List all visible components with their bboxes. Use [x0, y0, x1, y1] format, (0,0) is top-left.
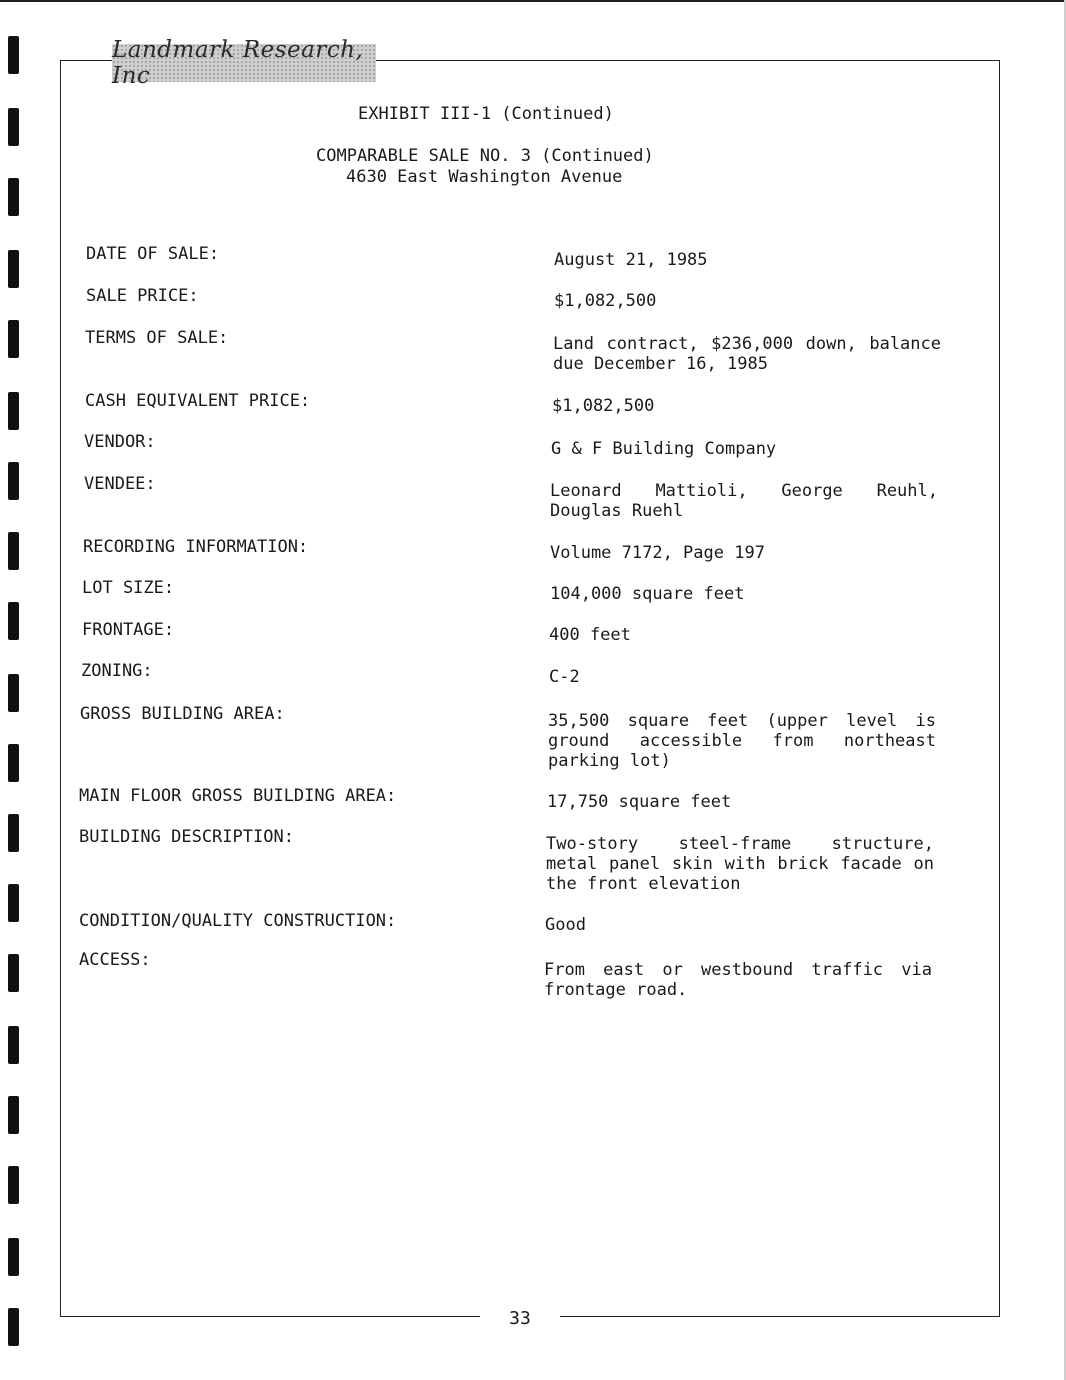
field-value: 104,000 square feet — [550, 584, 745, 604]
binding-hole — [8, 674, 19, 712]
field-value: Land contract, $236,000 down, balance due December 16, 1985 — [553, 334, 941, 374]
field-value: 17,750 square feet — [547, 792, 732, 812]
binding-hole — [8, 1308, 19, 1346]
field-label: RECORDING INFORMATION: — [83, 537, 309, 557]
binding-hole — [8, 320, 19, 358]
binding-hole — [8, 954, 19, 992]
field-value: 400 feet — [549, 625, 631, 645]
binding-hole — [8, 602, 19, 640]
field-value: August 21, 1985 — [554, 250, 708, 270]
field-label: TERMS OF SALE: — [85, 328, 229, 348]
comparable-sale-title: COMPARABLE SALE NO. 3 (Continued) — [316, 146, 654, 166]
field-label: LOT SIZE: — [82, 578, 175, 598]
field-label: CASH EQUIVALENT PRICE: — [85, 391, 311, 411]
exhibit-title: EXHIBIT III-1 (Continued) — [358, 104, 614, 124]
binding-hole — [8, 1238, 19, 1276]
binding-hole — [8, 108, 19, 146]
field-value: Two-story steel-frame structure, metal panel skin with brick facade on the front elevation — [546, 834, 934, 894]
page-top-edge — [0, 0, 1066, 2]
field-value: 35,500 square feet (upper level is ground accessible from northeast parking lot) — [548, 711, 936, 771]
field-label: FRONTAGE: — [82, 620, 175, 640]
field-value: $1,082,500 — [554, 291, 657, 311]
binding-hole — [8, 392, 19, 430]
field-label: MAIN FLOOR GROSS BUILDING AREA: — [79, 786, 397, 806]
binding-hole — [8, 884, 19, 922]
field-label: VENDOR: — [84, 432, 156, 452]
logo-text: Landmark Research, Inc — [112, 37, 364, 89]
field-value: Volume 7172, Page 197 — [550, 543, 765, 563]
property-address: 4630 East Washington Avenue — [346, 167, 623, 187]
field-value: G & F Building Company — [551, 439, 777, 459]
field-value: $1,082,500 — [552, 396, 655, 416]
field-label: SALE PRICE: — [86, 286, 199, 306]
field-label: DATE OF SALE: — [86, 244, 220, 264]
binding-hole — [8, 532, 19, 570]
field-value: C-2 — [549, 667, 580, 687]
binding-hole — [8, 744, 19, 782]
company-logo — [112, 37, 376, 89]
field-label: BUILDING DESCRIPTION: — [79, 827, 294, 847]
field-label: GROSS BUILDING AREA: — [80, 704, 285, 724]
field-label: ACCESS: — [79, 950, 151, 970]
binding-hole — [8, 814, 19, 852]
page-number: 33 — [509, 1308, 531, 1329]
binding-hole — [8, 178, 19, 216]
field-label: ZONING: — [81, 661, 153, 681]
binding-hole — [8, 1096, 19, 1134]
field-value: From east or westbound traffic via frontage road. — [544, 960, 932, 1000]
field-label: CONDITION/QUALITY CONSTRUCTION: — [79, 911, 397, 931]
field-value: Leonard Mattioli, George Reuhl, Douglas Ruehl — [550, 481, 938, 521]
binding-hole — [8, 1026, 19, 1064]
binding-hole — [8, 462, 19, 500]
binding-hole — [8, 1166, 19, 1204]
binding-hole — [8, 36, 19, 74]
page-number-box — [480, 1306, 560, 1332]
binding-hole — [8, 250, 19, 288]
field-value: Good — [545, 915, 586, 935]
field-label: VENDEE: — [84, 474, 156, 494]
